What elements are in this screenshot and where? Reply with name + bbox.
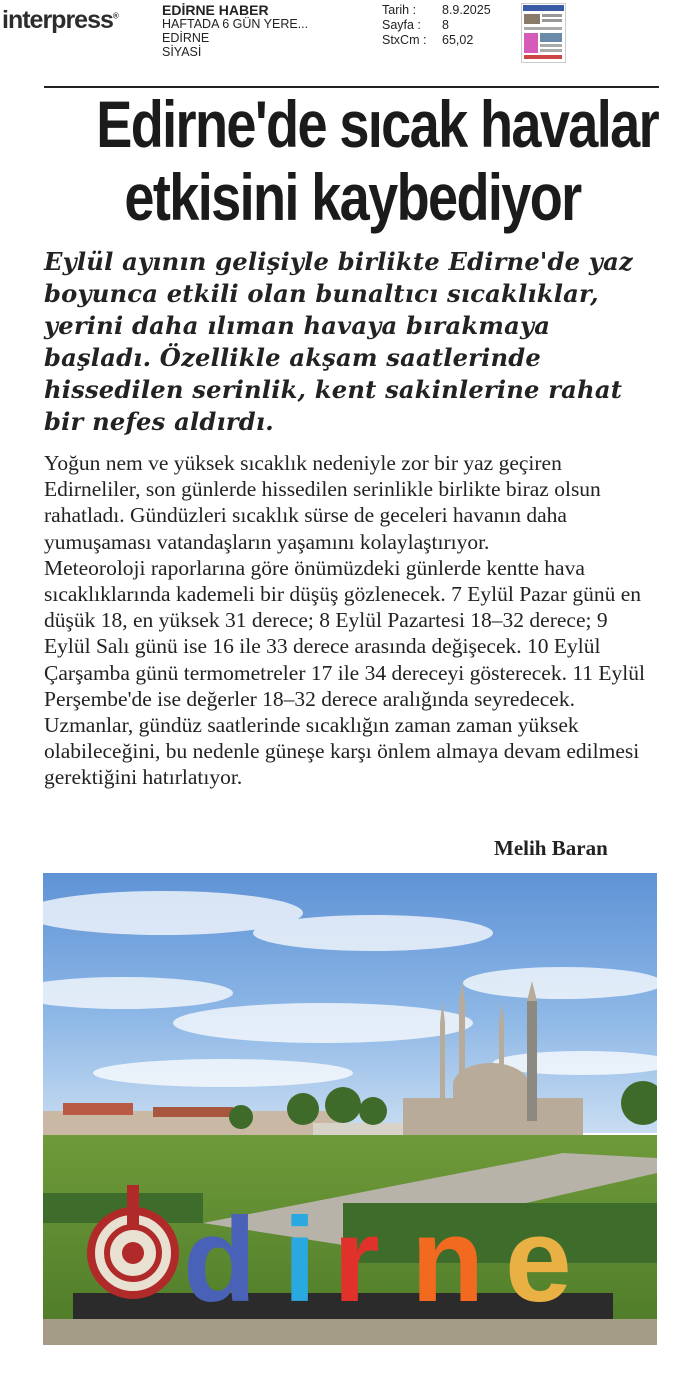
sign-letter-n: n (411, 1193, 485, 1327)
body-paragraph-2: Meteoroloji raporlarına göre önümüzdeki günlerde kentte hava sıcaklıklarında kademeli bir düşüş gözlenecek. 7 Eylül Pazar günü en düşük 18, en yüksek 31 derece; 8 Eylül Pazartesi 18–32 derece; 9 Eylül Salı günü ise 16 ile 33 derece arasında değişecek. 10 Eylül Çarşamba günü termometreler 17 ile 34 dereceyi gösterecek. 11 Eylül Perşembe'de ise değerler 18–32 derece aralığında seyredecek. (44, 555, 645, 711)
publication-name: EDİRNE HABER (162, 2, 269, 18)
thumbnail-text (542, 19, 562, 22)
article-body (44, 450, 659, 791)
page-value: 8 (442, 18, 449, 32)
thumbnail-masthead (523, 5, 564, 11)
thumbnail-photo (524, 14, 540, 24)
thumbnail-footer (524, 55, 562, 59)
article-byline: Melih Baran (494, 836, 608, 860)
article-photo (43, 873, 657, 1345)
thumbnail-ad (524, 33, 538, 53)
sign-letter-d: d (183, 1193, 257, 1327)
publication-info (162, 3, 308, 59)
headline-line-1: Edirne'de sıcak havalar (96, 87, 659, 161)
publication-city: EDİRNE (162, 31, 210, 45)
article-lead: Eylül ayının gelişiyle birlikte Edirne'de yaz boyunca etkili olan bunaltıcı sıcaklıklar, yerini daha ılıman havaya bırakmaya başladı. Özellikle akşam saatlerinde hissedilen serinlik, kent sakinlerine rahat bir nefes aldırdı. (44, 247, 633, 436)
date-label: Tarih : (382, 3, 417, 17)
article-headline (96, 87, 659, 234)
interpress-logo: interpress® (2, 6, 119, 34)
publication-section: SİYASİ (162, 45, 202, 59)
stxcm-label: StxCm : (382, 33, 427, 47)
sign-letter-i: i (283, 1193, 317, 1327)
sign-letter-e: e (505, 1193, 572, 1327)
thumbnail-text (542, 14, 562, 17)
thumbnail-text (524, 27, 562, 30)
registered-mark: ® (112, 11, 119, 21)
body-paragraph-1: Yoğun nem ve yüksek sıcaklık nedeniyle zor bir yaz geçiren Edirneliler, son günlerde hissedilen serinlikle birlikte biraz olsun rahatladı. Gündüzleri sıcaklık sürse de geceleri havanın daha yumuşaması vatandaşların yaşamını kolaylaştırıyor. (44, 451, 601, 554)
page-thumbnail[interactable] (521, 3, 566, 63)
thumbnail-text (540, 44, 562, 47)
publication-frequency: HAFTADA 6 GÜN YERE... (162, 17, 309, 31)
body-paragraph-3: Uzmanlar, gündüz saatlerinde sıcaklığın zaman zaman yüksek olabileceğini, bu nedenle güneşe karşı önlem almaya devam edilmesi gerektiğini hatırlatıyor. (44, 713, 640, 790)
sign-letter-r: r (333, 1193, 380, 1327)
stxcm-value: 65,02 (442, 33, 474, 47)
thumbnail-photo (540, 33, 562, 42)
thumbnail-text (540, 49, 562, 52)
date-value: 8.9.2025 (442, 3, 491, 17)
clipping-meta (382, 3, 491, 48)
page-label: Sayfa : (382, 18, 421, 32)
headline-line-2: etkisini kaybediyor (124, 160, 581, 234)
